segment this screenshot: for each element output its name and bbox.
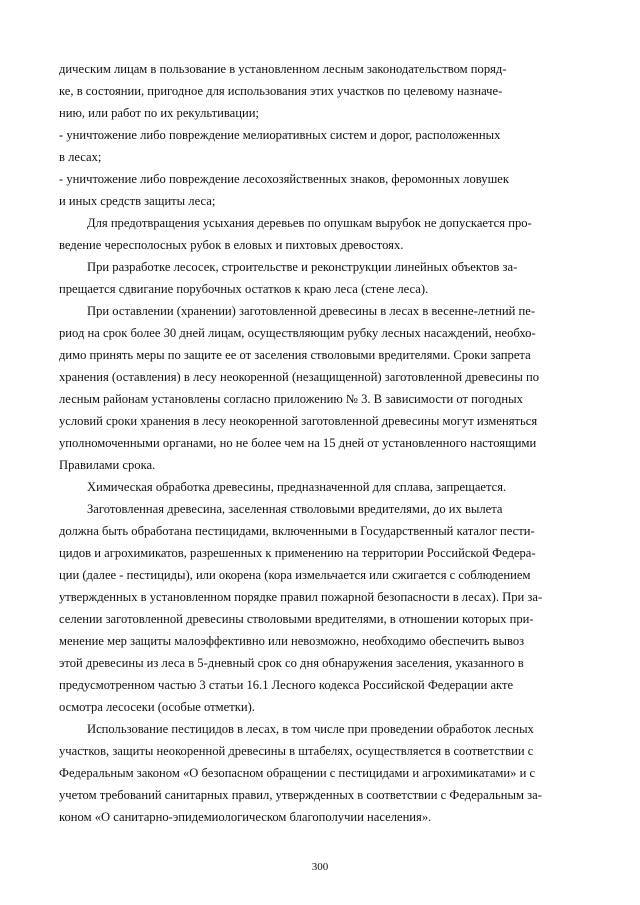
paragraph-infested-wood: Заготовленная древесина, заселенная стволовыми вредителями, до их вылета должна быть обработана пестицидами, включенными в Государственный каталог пести- цидов и агрохимикатов, разрешенных к применению на территории Российской Федера- ции (далее - пестициды), или окорена (кора измельчается или сжигается с соблюдением утвержденных в установленном порядке правил пожарной безопасности в лесах). При за- селении заготовленной древесины стволовыми вредителями, в отношении которых при- менение мер защиты малоэффективно или невозможно, необходимо обеспечить вывоз этой древесины из леса в 5-дневный срок со дня обнаружения заселения, указанного в предусмотренном частью 3 статьи 16.1 Лесного кодекса Российской Федерации акте осмотра лесосеки (особые отметки). [59,502,543,714]
list-item-forest-signs: - уничтожение либо повреждение лесохозяйственных знаков, феромонных ловушек и иных средств защиты леса; [59,172,509,208]
page-number: 300 [311,861,329,873]
paragraph-drying-prevention: Для предотвращения усыхания деревьев по опушкам вырубок не допускается про- ведение чересполосных рубок в еловых и пихтовых древостоях. [59,216,532,252]
list-item-melioration: - уничтожение либо повреждение мелиоративных систем и дорог, расположенных в лесах; [59,128,501,164]
paragraph-continuation: дическим лицам в пользование в установленном лесным законодательством поряд- ке, в состоянии, пригодное для использования этих участков по целевому назначе- нию, или работ по их рекультивации; [59,62,507,120]
document-body [59,58,579,828]
paragraph-wood-storage: При оставлении (хранении) заготовленной древесины в лесах в весенне-летний пе- риод на срок более 30 дней лицам, осуществляющим рубку лесных насаждений, необхо- димо принять меры по защите ее от заселения стволовыми вредителями. Сроки запрета хранения (оставления) в лесу неокоренной (незащищенной) заготовленной древесины по лесным районам установлены согласно приложению № 3. В зависимости от погодных условий сроки хранения в лесу неокоренной заготовленной древесины могут изменяться уполномоченными органами, но не более чем на 15 дней от установленного настоящими Правилами срока. [59,304,540,472]
paragraph-pesticide-use: Использование пестицидов в лесах, в том числе при проведении обработок лесных участков, защиты неокоренной древесины в штабелях, осуществляется в соответствии с Федеральным законом «О безопасном обращении с пестицидами и агрохимикатами» и с учетом требований санитарных правил, утвержденных в соответствии с Федеральным за- коном «О санитарно-эпидемиологическом благополучии населения». [59,722,542,824]
paragraph-logging-residues: При разработке лесосек, строительстве и реконструкции линейных объектов за- прещается сдвигание порубочных остатков к краю леса (стене леса). [59,260,518,296]
paragraph-chemical-treatment: Химическая обработка древесины, предназначенной для сплава, запрещается. [87,480,507,494]
